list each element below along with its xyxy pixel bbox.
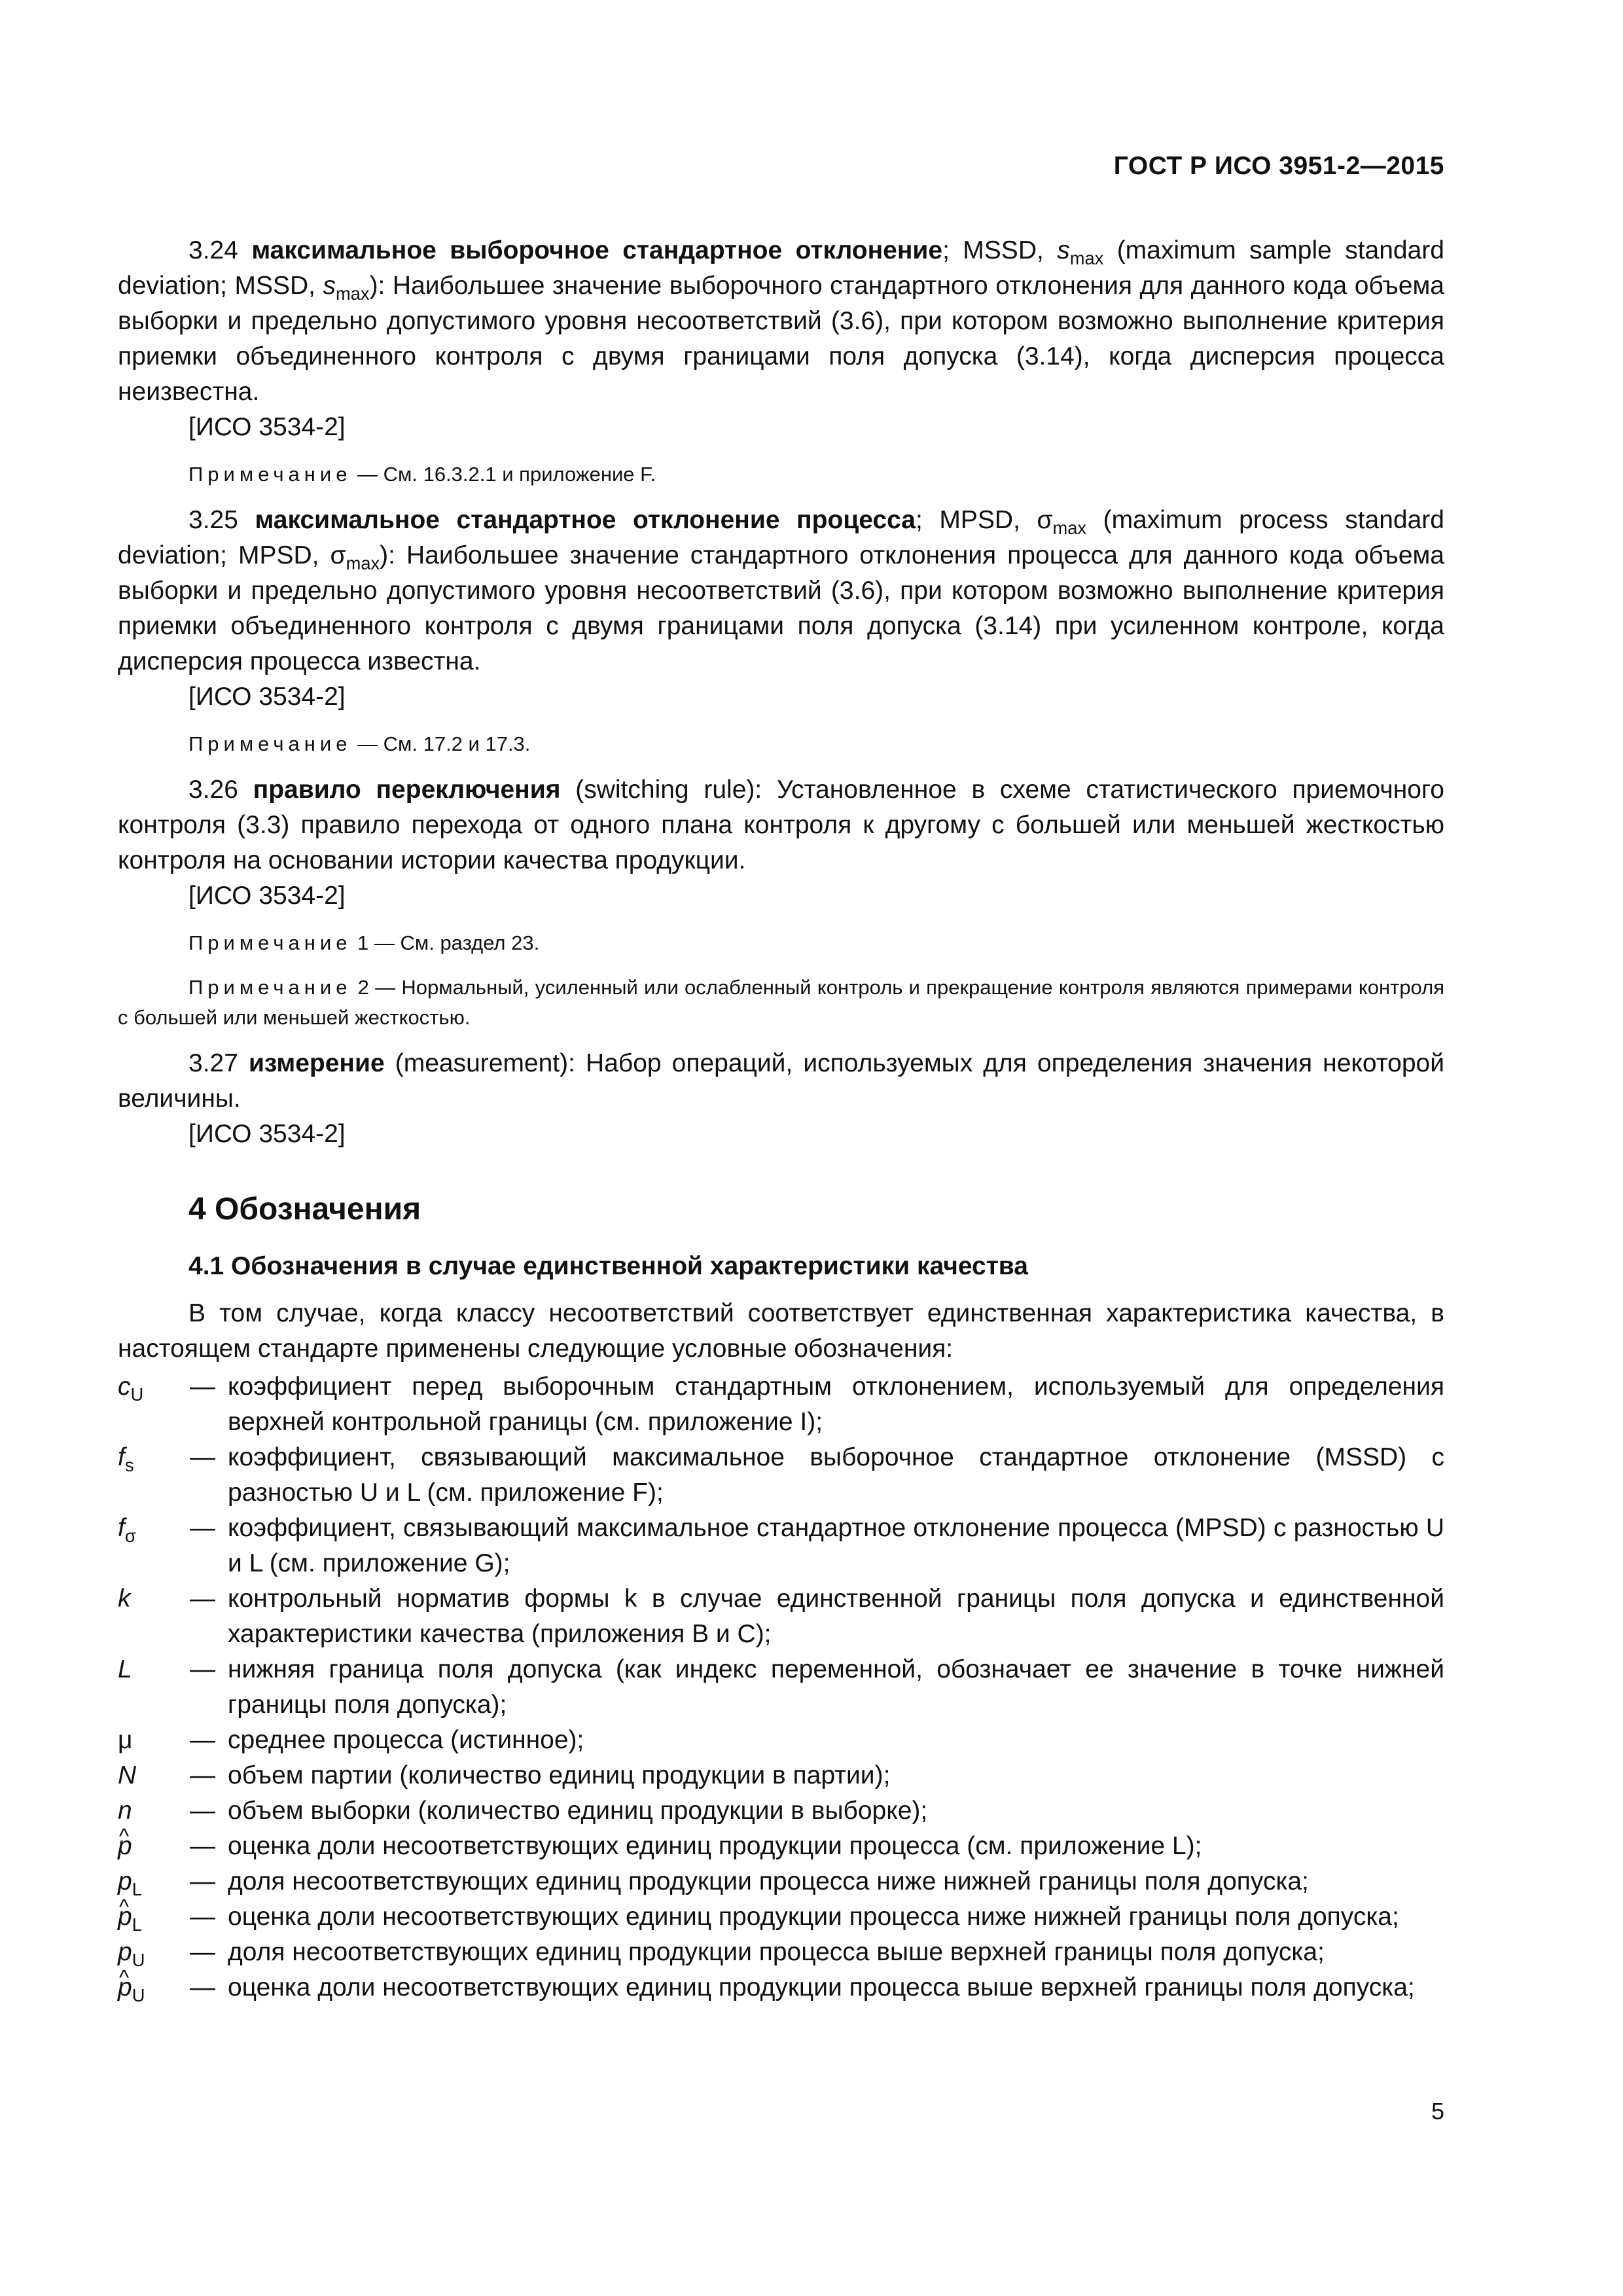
term-source: [ИСО 3534-2] <box>188 882 346 910</box>
note-label: Примечание <box>188 931 352 954</box>
term-source: [ИСО 3534-2] <box>188 683 346 711</box>
dash: — <box>190 1585 215 1613</box>
section-intro: В том случае, когда классу несоответствий соответствует единственная характеристика качества, в настоящем стандарте применены следующие условные обозначения: <box>118 1299 1444 1363</box>
symbol-subscript: max <box>1069 247 1104 268</box>
term-note <box>188 459 1444 490</box>
symbol-description: объем выборки (количество единиц продукции в выборке); <box>228 1797 928 1825</box>
symbol-description: среднее процесса (истинное); <box>228 1726 584 1754</box>
symbol-base: n <box>118 1797 132 1825</box>
dash: — <box>190 1903 215 1931</box>
term-title: правило переключения <box>253 776 561 804</box>
symbol: σ <box>1037 506 1053 534</box>
term-definition: ): Наибольшее значение выборочного стандартного отклонения для данного кода объема выборки и предельно допустимого уровня несоответствий (3.6), при котором возможно выполнение критерия приемки объединенного контроля с двумя границами поля допуска (3.14), когда дисперсия процесса неизвестна. <box>118 272 1444 406</box>
symbol-list <box>118 1369 1444 2005</box>
symbol-subscript: s <box>124 1454 134 1475</box>
symbol <box>118 1581 190 1617</box>
symbol <box>118 1652 190 1687</box>
symbol-description: коэффициент, связывающий максимальное выборочное стандартное отклонение (MSSD) с разностью U и L (см. приложение F); <box>228 1443 1444 1507</box>
symbol: s <box>323 272 336 300</box>
term-number: 3.26 <box>188 776 238 804</box>
term-source: [ИСО 3534-2] <box>188 1120 346 1148</box>
term-note <box>188 928 1444 958</box>
symbol-definition <box>118 1793 1444 1829</box>
note-text: — См. 16.3.2.1 и приложение F. <box>351 463 656 486</box>
term-3-26 <box>118 772 1444 1033</box>
symbol-subscript: max <box>1052 517 1087 538</box>
dash: — <box>190 1655 215 1683</box>
symbol-definition <box>118 1935 1444 1970</box>
symbol-base: ^ p <box>118 1970 132 2005</box>
symbol-base: ^ p <box>118 1829 132 1864</box>
symbol-description: коэффициент, связывающий максимальное стандартное отклонение процесса (MPSD) с разностью U и L (см. приложение G); <box>228 1514 1444 1577</box>
symbol-subscript: U <box>132 1984 145 2005</box>
symbol-description: доля несоответствующих единиц продукции процесса ниже нижней границы поля допуска; <box>228 1867 1309 1895</box>
symbol-base: c <box>118 1372 131 1401</box>
note-text: — См. 17.2 и 17.3. <box>351 732 531 755</box>
dash: — <box>190 1973 215 2001</box>
term-definition: (switching rule): Установленное в схеме статистического приемочного контроля (3.3) правило перехода от одного плана контроля к другому с большей или меньшей жесткостью контроля на основании истории качества продукции. <box>118 776 1444 874</box>
symbol-base: f <box>118 1514 125 1542</box>
symbol-definition <box>118 1581 1444 1652</box>
symbol <box>118 1440 190 1475</box>
symbol-definition <box>118 1723 1444 1758</box>
term-number: 3.25 <box>188 506 238 534</box>
symbol-base: p <box>118 1867 132 1895</box>
term-abbr: ; MSSD, <box>942 236 1058 264</box>
term-title: максимальное стандартное отклонение процесса <box>255 506 916 534</box>
symbol-description: нижняя граница поля допуска (как индекс переменной, обозначает ее значение в точке нижней границы поля допуска); <box>228 1655 1444 1719</box>
symbol <box>118 1829 190 1864</box>
symbol: σ <box>330 541 346 569</box>
symbol-base: k <box>118 1585 131 1613</box>
document-body <box>118 224 1444 2005</box>
dash: — <box>190 1938 215 1966</box>
page-number: 5 <box>1431 2098 1444 2125</box>
term-source: [ИСО 3534-2] <box>188 413 346 441</box>
symbol <box>118 1899 190 1935</box>
symbol <box>118 1970 190 2005</box>
dash: — <box>190 1443 215 1471</box>
term-note <box>118 973 1444 1033</box>
symbol-description: оценка доли несоответствующих единиц продукции процесса ниже нижней границы поля допуска; <box>228 1903 1399 1931</box>
note-label: Примечание <box>188 976 352 999</box>
dash: — <box>190 1867 215 1895</box>
dash: — <box>190 1761 215 1789</box>
term-abbr: ; MPSD, <box>915 506 1037 534</box>
symbol-base: L <box>118 1655 132 1683</box>
symbol-definition <box>118 1899 1444 1935</box>
symbol-description: оценка доли несоответствующих единиц продукции процесса выше верхней границы поля допуска; <box>228 1973 1415 2001</box>
symbol-base: N <box>118 1761 137 1789</box>
term-number: 3.27 <box>188 1049 238 1077</box>
term-number: 3.24 <box>188 236 238 264</box>
dash: — <box>190 1514 215 1542</box>
symbol-definition <box>118 1829 1444 1864</box>
symbol-subscript: U <box>132 1949 145 1970</box>
symbol-definition <box>118 1864 1444 1899</box>
symbol-base: f <box>118 1443 125 1471</box>
symbol <box>118 1723 190 1758</box>
note-label: Примечание <box>188 463 352 486</box>
symbol-subscript: L <box>132 1878 142 1899</box>
note-label: Примечание <box>188 732 352 755</box>
term-note <box>188 729 1444 759</box>
term-paragraph <box>118 1046 1444 1117</box>
symbol: s <box>1057 236 1070 264</box>
symbol-definition <box>118 1758 1444 1793</box>
dash: — <box>190 1372 215 1401</box>
term-title: измерение <box>248 1049 385 1077</box>
term-english: (maximum process standard deviation; MPSD, <box>118 506 1444 569</box>
term-english: (maximum sample standard deviation; MSSD, <box>118 236 1444 300</box>
symbol-base: μ <box>118 1726 133 1754</box>
symbol-definition <box>118 1511 1444 1581</box>
symbol-subscript: σ <box>124 1525 136 1546</box>
symbol-definition <box>118 1652 1444 1723</box>
symbol <box>118 1758 190 1793</box>
term-paragraph <box>118 772 1444 878</box>
symbol <box>118 1511 190 1546</box>
symbol-definition <box>118 1369 1444 1440</box>
symbol-base: p <box>118 1938 132 1966</box>
dash: — <box>190 1726 215 1754</box>
term-definition: ): Наибольшее значение стандартного отклонения процесса для данного кода объема выборки и предельно допустимого уровня несоответствий (3.6), при котором возможно выполнение критерия приемки объединенного контроля с двумя границами поля допуска (3.14) при усиленном контроле, когда дисперсия процесса известна. <box>118 541 1444 675</box>
symbol-base: ^ p <box>118 1899 132 1935</box>
symbol-subscript: max <box>335 283 370 304</box>
term-3-27 <box>118 1046 1444 1152</box>
term-paragraph <box>118 503 1444 679</box>
note-text: 2 — Нормальный, усиленный или ослабленный контроль и прекращение контроля являются примерами контроля с большей или меньшей жесткостью. <box>118 976 1444 1029</box>
symbol-definition <box>118 1970 1444 2005</box>
symbol <box>118 1369 190 1405</box>
subsection-title: 4.1 Обозначения в случае единственной характеристики качества <box>188 1252 1028 1280</box>
symbol-description: доля несоответствующих единиц продукции процесса выше верхней границы поля допуска; <box>228 1938 1325 1966</box>
section-title: 4 Обозначения <box>188 1192 421 1227</box>
dash: — <box>190 1832 215 1860</box>
dash: — <box>190 1797 215 1825</box>
term-definition: (measurement): Набор операций, используемых для определения значения некоторой величины. <box>118 1049 1444 1113</box>
symbol-description: оценка доли несоответствующих единиц продукции процесса (см. приложение L); <box>228 1832 1202 1860</box>
term-3-24 <box>118 233 1444 490</box>
document-header: ГОСТ Р ИСО 3951-2—2015 <box>1113 152 1444 180</box>
note-text: 1 — См. раздел 23. <box>351 931 540 954</box>
symbol-subscript: L <box>132 1914 142 1935</box>
symbol-description: коэффициент перед выборочным стандартным отклонением, используемый для определения верхней контрольной границы (см. приложение I); <box>228 1372 1444 1436</box>
term-3-25 <box>118 503 1444 759</box>
term-title: максимальное выборочное стандартное отклонение <box>251 236 943 264</box>
symbol-subscript: U <box>130 1384 144 1405</box>
symbol-subscript: max <box>346 552 380 573</box>
symbol-description: контрольный норматив формы k в случае единственной границы поля допуска и единственной характеристики качества (приложения В и С); <box>228 1585 1444 1648</box>
symbol-definition <box>118 1440 1444 1511</box>
term-paragraph <box>118 233 1444 410</box>
symbol-description: объем партии (количество единиц продукции в партии); <box>228 1761 891 1789</box>
